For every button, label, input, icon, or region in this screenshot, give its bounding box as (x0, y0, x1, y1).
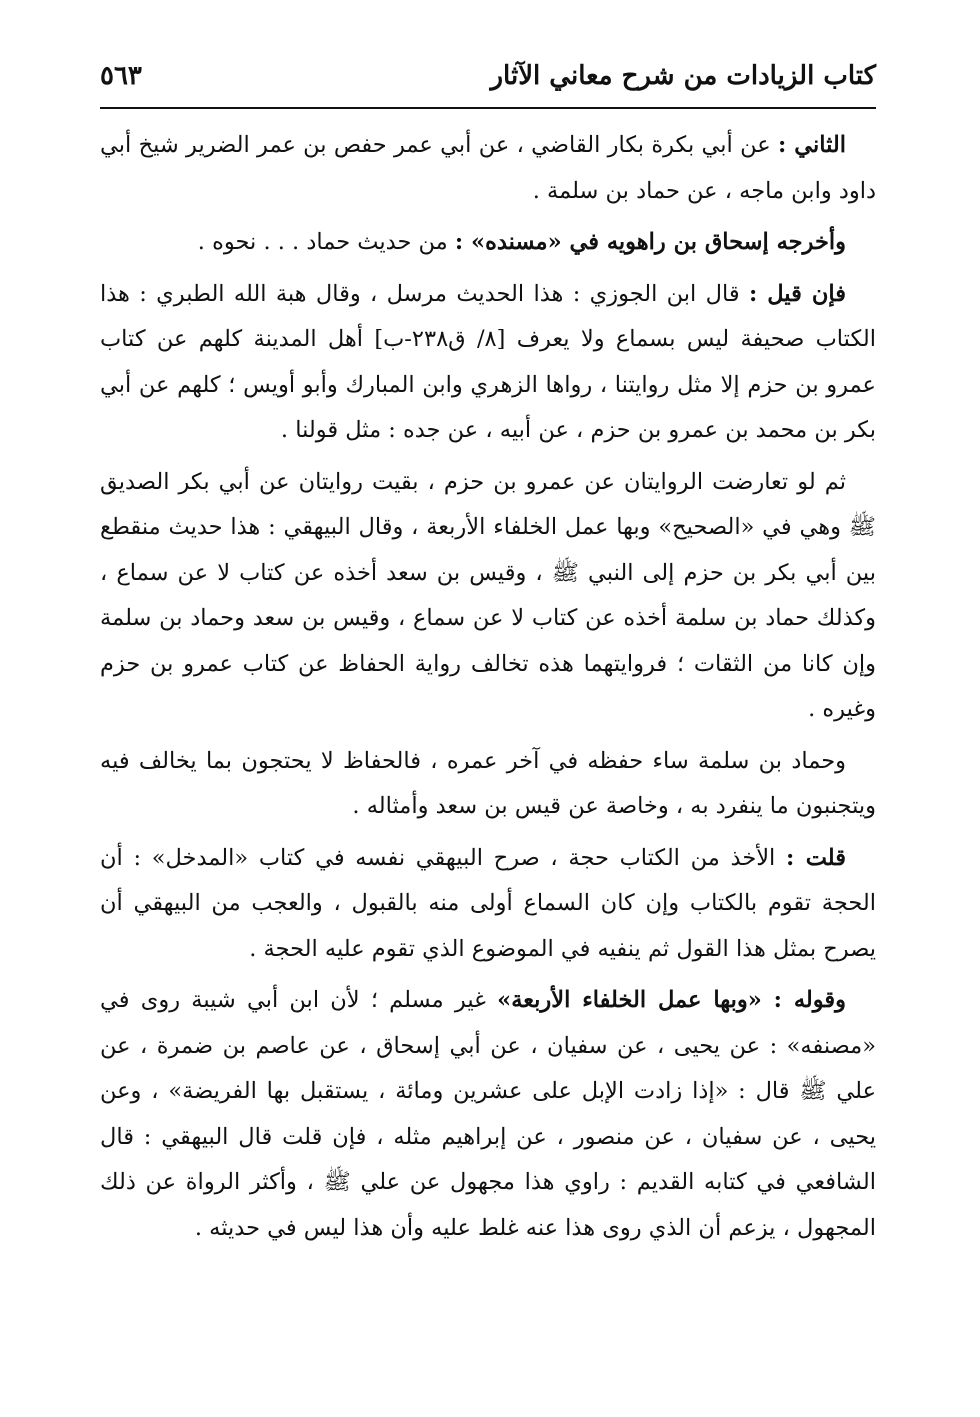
running-title: كتاب الزيادات من شرح معاني الآثار (490, 61, 876, 91)
paragraph-5 (100, 739, 876, 830)
paragraph-1 (100, 123, 876, 214)
paragraph-lead: وأخرجه إسحاق بن راهويه في «مسنده» : (454, 229, 846, 255)
paragraph-3 (100, 272, 876, 454)
paragraph-text: الأخذ من الكتاب حجة ، صرح البيهقي نفسه في كتاب «المدخل» : أن الحجة تقوم بالكتاب وإن كان السماع أولى منه بالقبول ، والعجب من البيهقي أن يصرح بمثل هذا القول ثم ينفيه في الموضوع الذي تقوم عليه الحجة . (100, 844, 876, 962)
paragraph-lead: فإن قيل : (748, 280, 846, 307)
paragraph-text: غير مسلم ؛ لأن ابن أبي شيبة روى في «مصنفه» : عن يحيى ، عن سفيان ، عن أبي إسحاق ، عن عاصم بن ضمرة ، عن علي ﷺ قال : «إذا زادت الإبل على عشرين ومائة ، يستقبل بها الفريضة» ، وعن يحيى ، عن سفيان ، عن منصور ، عن إبراهيم مثله ، فإن قلت قال البيهقي : قال الشافعي في كتابه القديم : راوي هذا مجهول عن علي ﷺ ، وأكثر الرواة عن ذلك المجهول ، يزعم أن الذي روى هذا عنه غلط عليه وأن هذا ليس في حديثه . (100, 987, 876, 1241)
paragraph-4 (100, 460, 876, 733)
paragraph-6 (100, 836, 876, 973)
paragraph-text: ثم لو تعارضت الروايتان عن عمرو بن حزم ، بقيت روايتان عن أبي بكر الصديق ﷺ وهي في «الصحيح» وبها عمل الخلفاء الأربعة ، وقال البيهقي : هذا حديث منقطع بين أبي بكر بن حزم إلى النبي ﷺ ، وقيس بن سعد أخذه عن كتاب لا عن سماع ، وكذلك حماد بن سلمة أخذه عن كتاب لا عن سماع ، وقيس بن سعد وحماد بن سلمة وإن كانا من الثقات ؛ فروايتهما هذه تخالف رواية الحفاظ عن كتاب عمرو بن حزم وغيره . (100, 468, 876, 722)
paragraph-text: عن أبي بكرة بكار القاضي ، عن أبي عمر حفص بن عمر الضرير شيخ أبي داود وابن ماجه ، عن حماد بن سلمة . (100, 132, 876, 204)
paragraph-lead: الثاني : (777, 132, 846, 158)
document-page (100, 55, 876, 1257)
page-number: ٥٦٣ (100, 61, 142, 91)
paragraph-lead: قلت : (786, 844, 846, 871)
paragraph-text: من حديث حماد . . . نحوه . (197, 229, 455, 255)
page-header (100, 55, 876, 109)
body-text (100, 123, 876, 1251)
paragraph-7 (100, 978, 876, 1251)
paragraph-text: قال ابن الجوزي : هذا الحديث مرسل ، وقال هبة الله الطبري : هذا الكتاب صحيفة ليس بسماع ولا يعرف [٨/ ق٢٣٨-ب] أهل المدينة كلهم عن كتاب عمرو بن حزم إلا مثل روايتنا ، رواها الزهري وابن المبارك وأبو أويس ؛ كلهم عن أبي بكر بن محمد بن عمرو بن حزم ، عن أبيه ، عن جده : مثل قولنا . (100, 280, 876, 443)
paragraph-text: وحماد بن سلمة ساء حفظه في آخر عمره ، فالحفاظ لا يحتجون بما يخالف فيه ويتجنبون ما ينفرد به ، وخاصة عن قيس بن سعد وأمثاله . (100, 747, 876, 819)
paragraph-2 (100, 220, 876, 266)
paragraph-lead: وقوله : «وبها عمل الخلفاء الأربعة» (497, 987, 846, 1013)
